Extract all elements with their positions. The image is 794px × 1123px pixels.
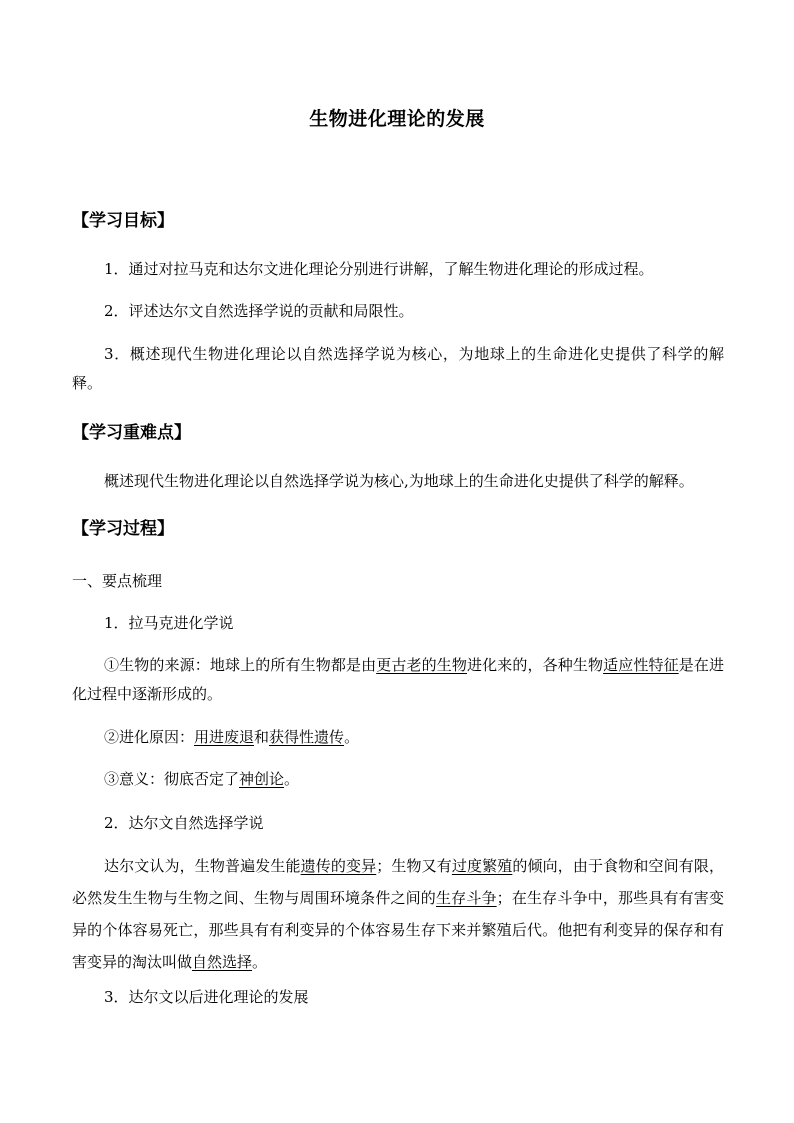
text-segment: ①生物的来源：地球上的所有生物都是由 [104, 656, 377, 674]
text-segment: ②进化原因： [104, 728, 195, 746]
underlined-answer: 更古老的生物 [376, 656, 467, 674]
underlined-answer: 获得性遗传 [269, 728, 345, 746]
process-heading: 【学习过程】 [72, 519, 174, 539]
text-segment: 的倾向，由于食物和空间有限，必然发生生物与生物之间、生物与周围环境条件之间的 [72, 857, 724, 907]
text-segment: 。 [252, 953, 268, 971]
underlined-answer: 遗传的变异 [300, 857, 377, 875]
part1-title: 一、要点梳理 [72, 572, 163, 590]
objectives-heading: 【学习目标】 [72, 211, 174, 231]
text-segment: ；在生存斗争中，那些具有有害变异的个体容易死亡，那些具有有利变异的个体容易生存下来并繁殖后代。他把有利变异的保存和有害变异的淘汰叫做 [72, 889, 724, 971]
text-segment: 是在进化过程中逐渐形成的。 [72, 656, 724, 703]
objective-item: 1．通过对拉马克和达尔文进化理论分别进行讲解，了解生物进化理论的形成过程。 [104, 260, 654, 278]
underlined-answer: 生存斗争 [435, 889, 497, 907]
underlined-answer: 用进废退 [194, 728, 255, 746]
key-points-heading: 【学习重难点】 [72, 423, 191, 443]
after-darwin-title: 3．达尔文以后进化理论的发展 [104, 988, 309, 1006]
text-segment: ③意义：彻底否定了 [104, 770, 240, 788]
lamarck-cause-line [104, 726, 359, 748]
text-segment: 进化来的，各种生物 [466, 656, 604, 674]
lamarck-meaning-line [104, 768, 299, 790]
key-points-text: 概述现代生物进化理论以自然选择学说为核心,为地球上的生命进化史提供了科学的解释。 [104, 472, 694, 490]
lamarck-title: 1．拉马克进化学说 [104, 614, 234, 632]
lamarck-origin-paragraph [72, 651, 724, 709]
text-segment: 达尔文认为，生物普遍发生能 [104, 857, 301, 875]
text-segment: 和 [254, 728, 270, 746]
darwin-paragraph [72, 850, 724, 978]
underlined-answer: 适应性特征 [603, 656, 679, 674]
underlined-answer: 过度繁殖 [451, 857, 513, 875]
objective-item: 2．评述达尔文自然选择学说的贡献和局限性。 [104, 302, 414, 320]
darwin-title: 2．达尔文自然选择学说 [104, 814, 264, 832]
text-segment: ；生物又有 [376, 857, 452, 875]
text-segment: 。 [344, 728, 360, 746]
underlined-answer: 自然选择 [192, 953, 253, 971]
underlined-answer: 神创论 [239, 770, 285, 788]
text-segment: 。 [284, 770, 300, 788]
objective-item: 3．概述现代生物进化理论以自然选择学说为核心，为地球上的生命进化史提供了科学的解释。 [72, 345, 724, 392]
page-title: 生物进化理论的发展 [309, 108, 485, 130]
